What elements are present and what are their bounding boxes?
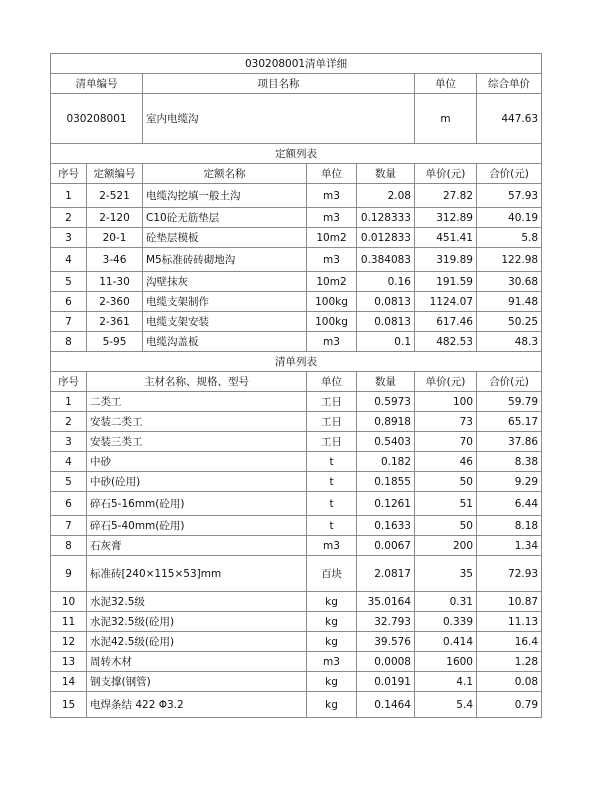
- quota-code: 11-30: [87, 272, 143, 292]
- quota-total: 40.19: [477, 208, 542, 228]
- material-total: 9.29: [477, 472, 542, 492]
- quota-qty: 0.012833: [357, 228, 415, 248]
- quota-row: [51, 272, 542, 292]
- material-name: 石灰膏: [87, 536, 307, 556]
- quota-code: 5-95: [87, 332, 143, 352]
- material-unit: kg: [307, 612, 357, 632]
- item-code: 030208001: [51, 94, 143, 144]
- quota-no: 5: [51, 272, 87, 292]
- material-row: [51, 556, 542, 592]
- material-row: [51, 612, 542, 632]
- quota-price: 451.41: [415, 228, 477, 248]
- material-unit: kg: [307, 672, 357, 692]
- item-unit: m: [415, 94, 477, 144]
- quota-row: [51, 184, 542, 208]
- material-no: 14: [51, 672, 87, 692]
- quota-unit: m3: [307, 332, 357, 352]
- quota-name: 电缆支架制作: [143, 292, 307, 312]
- quota-section-row: [51, 144, 542, 164]
- quota-price: 319.89: [415, 248, 477, 272]
- material-row: [51, 672, 542, 692]
- item-price: 447.63: [477, 94, 542, 144]
- material-price: 0.339: [415, 612, 477, 632]
- material-unit: kg: [307, 592, 357, 612]
- material-name: 碎石5-16mm(砼用): [87, 492, 307, 516]
- material-row: [51, 472, 542, 492]
- material-qty: 32.793: [357, 612, 415, 632]
- material-name: 水泥42.5级(砼用): [87, 632, 307, 652]
- materials-section-row: [51, 352, 542, 372]
- quota-code: 2-120: [87, 208, 143, 228]
- quota-no: 3: [51, 228, 87, 248]
- material-no: 8: [51, 536, 87, 556]
- quota-total: 48.3: [477, 332, 542, 352]
- material-unit: m3: [307, 652, 357, 672]
- material-unit: 工日: [307, 412, 357, 432]
- material-price: 200: [415, 536, 477, 556]
- material-price: 4.1: [415, 672, 477, 692]
- material-row: [51, 692, 542, 718]
- material-total: 0.08: [477, 672, 542, 692]
- material-row: [51, 392, 542, 412]
- material-no: 4: [51, 452, 87, 472]
- quota-name: 沟壁抹灰: [143, 272, 307, 292]
- material-price: 0.31: [415, 592, 477, 612]
- material-unit: kg: [307, 692, 357, 718]
- quota-header-total: 合价(元): [477, 164, 542, 184]
- material-no: 2: [51, 412, 87, 432]
- title-row: [51, 54, 542, 74]
- material-no: 7: [51, 516, 87, 536]
- item-name: 室内电缆沟: [143, 94, 415, 144]
- quota-name: C10砼无筋垫层: [143, 208, 307, 228]
- quota-unit: 100kg: [307, 312, 357, 332]
- quota-name: M5标准砖砖砌地沟: [143, 248, 307, 272]
- material-qty: 0.0191: [357, 672, 415, 692]
- materials-header-name: 主材名称、规格、型号: [87, 372, 307, 392]
- quota-unit: m3: [307, 208, 357, 228]
- quota-no: 4: [51, 248, 87, 272]
- material-price: 5.4: [415, 692, 477, 718]
- material-price: 1600: [415, 652, 477, 672]
- quota-header-no: 序号: [51, 164, 87, 184]
- material-total: 1.28: [477, 652, 542, 672]
- material-total: 10.87: [477, 592, 542, 612]
- quota-row: [51, 292, 542, 312]
- quota-unit: 10m2: [307, 228, 357, 248]
- materials-header-row: [51, 372, 542, 392]
- header-unit: 单位: [415, 74, 477, 94]
- quota-total: 5.8: [477, 228, 542, 248]
- material-row: [51, 592, 542, 612]
- quota-qty: 0.384083: [357, 248, 415, 272]
- material-no: 11: [51, 612, 87, 632]
- quota-header-price: 单价(元): [415, 164, 477, 184]
- material-unit: m3: [307, 536, 357, 556]
- material-unit: t: [307, 492, 357, 516]
- quota-code: 2-361: [87, 312, 143, 332]
- quota-no: 8: [51, 332, 87, 352]
- material-unit: t: [307, 452, 357, 472]
- material-unit: 工日: [307, 432, 357, 452]
- quota-header-qty: 数量: [357, 164, 415, 184]
- quota-header-unit: 单位: [307, 164, 357, 184]
- material-name: 标准砖[240×115×53]mm: [87, 556, 307, 592]
- quota-price: 27.82: [415, 184, 477, 208]
- quota-qty: 0.0813: [357, 292, 415, 312]
- quota-qty: 2.08: [357, 184, 415, 208]
- material-total: 72.93: [477, 556, 542, 592]
- material-total: 0.79: [477, 692, 542, 718]
- material-name: 钢支撑(钢管): [87, 672, 307, 692]
- material-total: 8.38: [477, 452, 542, 472]
- material-no: 15: [51, 692, 87, 718]
- material-unit: 工日: [307, 392, 357, 412]
- material-name: 水泥32.5级: [87, 592, 307, 612]
- material-row: [51, 452, 542, 472]
- material-unit: 百块: [307, 556, 357, 592]
- material-total: 11.13: [477, 612, 542, 632]
- quota-unit: m3: [307, 184, 357, 208]
- bill-detail-table: [50, 53, 542, 718]
- material-qty: 0.1261: [357, 492, 415, 516]
- quota-no: 2: [51, 208, 87, 228]
- quota-row: [51, 332, 542, 352]
- quota-no: 1: [51, 184, 87, 208]
- quota-price: 1124.07: [415, 292, 477, 312]
- material-name: 碎石5-40mm(砼用): [87, 516, 307, 536]
- quota-unit: 10m2: [307, 272, 357, 292]
- material-no: 10: [51, 592, 87, 612]
- material-unit: kg: [307, 632, 357, 652]
- quota-code: 3-46: [87, 248, 143, 272]
- material-row: [51, 432, 542, 452]
- material-row: [51, 632, 542, 652]
- quota-qty: 0.16: [357, 272, 415, 292]
- quota-total: 91.48: [477, 292, 542, 312]
- material-price: 0.414: [415, 632, 477, 652]
- material-unit: t: [307, 516, 357, 536]
- item-row: [51, 94, 542, 144]
- material-total: 6.44: [477, 492, 542, 516]
- quota-name: 电缆支架安装: [143, 312, 307, 332]
- material-qty: 35.0164: [357, 592, 415, 612]
- material-name: 二类工: [87, 392, 307, 412]
- material-price: 51: [415, 492, 477, 516]
- quota-price: 191.59: [415, 272, 477, 292]
- material-qty: 0.0008: [357, 652, 415, 672]
- materials-header-qty: 数量: [357, 372, 415, 392]
- material-name: 电焊条结 422 Φ3.2: [87, 692, 307, 718]
- material-qty: 2.0817: [357, 556, 415, 592]
- material-qty: 0.182: [357, 452, 415, 472]
- material-price: 50: [415, 516, 477, 536]
- materials-section-title: 清单列表: [51, 352, 542, 372]
- quota-qty: 0.1: [357, 332, 415, 352]
- material-total: 37.86: [477, 432, 542, 452]
- material-total: 8.18: [477, 516, 542, 536]
- quota-code: 20-1: [87, 228, 143, 248]
- quota-row: [51, 208, 542, 228]
- materials-header-price: 单价(元): [415, 372, 477, 392]
- material-row: [51, 652, 542, 672]
- material-name: 安装三类工: [87, 432, 307, 452]
- material-row: [51, 412, 542, 432]
- material-price: 50: [415, 472, 477, 492]
- header-code: 清单编号: [51, 74, 143, 94]
- quota-unit: m3: [307, 248, 357, 272]
- header-price: 综合单价: [477, 74, 542, 94]
- material-qty: 0.1855: [357, 472, 415, 492]
- material-qty: 0.1464: [357, 692, 415, 718]
- material-qty: 0.5403: [357, 432, 415, 452]
- material-no: 13: [51, 652, 87, 672]
- material-no: 6: [51, 492, 87, 516]
- quota-price: 312.89: [415, 208, 477, 228]
- material-row: [51, 516, 542, 536]
- material-price: 35: [415, 556, 477, 592]
- material-total: 16.4: [477, 632, 542, 652]
- quota-total: 122.98: [477, 248, 542, 272]
- quota-code: 2-521: [87, 184, 143, 208]
- material-qty: 0.1633: [357, 516, 415, 536]
- material-no: 1: [51, 392, 87, 412]
- material-name: 安装二类工: [87, 412, 307, 432]
- material-qty: 0.0067: [357, 536, 415, 556]
- material-qty: 0.5973: [357, 392, 415, 412]
- quota-name: 电缆沟挖填一般土沟: [143, 184, 307, 208]
- quota-total: 57.93: [477, 184, 542, 208]
- quota-price: 482.53: [415, 332, 477, 352]
- material-qty: 39.576: [357, 632, 415, 652]
- quota-row: [51, 312, 542, 332]
- material-price: 73: [415, 412, 477, 432]
- material-total: 65.17: [477, 412, 542, 432]
- material-unit: t: [307, 472, 357, 492]
- quota-qty: 0.0813: [357, 312, 415, 332]
- material-price: 100: [415, 392, 477, 412]
- quota-header-name: 定额名称: [143, 164, 307, 184]
- material-total: 59.79: [477, 392, 542, 412]
- quota-code: 2-360: [87, 292, 143, 312]
- material-row: [51, 536, 542, 556]
- quota-section-title: 定额列表: [51, 144, 542, 164]
- material-no: 3: [51, 432, 87, 452]
- quota-header-row: [51, 164, 542, 184]
- materials-header-total: 合价(元): [477, 372, 542, 392]
- quota-unit: 100kg: [307, 292, 357, 312]
- quota-no: 6: [51, 292, 87, 312]
- material-name: 中砂(砼用): [87, 472, 307, 492]
- quota-total: 30.68: [477, 272, 542, 292]
- quota-name: 砼垫层模板: [143, 228, 307, 248]
- quota-price: 617.46: [415, 312, 477, 332]
- material-no: 9: [51, 556, 87, 592]
- material-price: 46: [415, 452, 477, 472]
- page-title: 030208001清单详细: [51, 54, 542, 74]
- quota-name: 电缆沟盖板: [143, 332, 307, 352]
- material-row: [51, 492, 542, 516]
- materials-header-unit: 单位: [307, 372, 357, 392]
- material-qty: 0.8918: [357, 412, 415, 432]
- quota-row: [51, 248, 542, 272]
- quota-header-code: 定额编号: [87, 164, 143, 184]
- material-name: 中砂: [87, 452, 307, 472]
- material-total: 1.34: [477, 536, 542, 556]
- quota-row: [51, 228, 542, 248]
- materials-header-no: 序号: [51, 372, 87, 392]
- material-name: 水泥32.5级(砼用): [87, 612, 307, 632]
- quota-qty: 0.128333: [357, 208, 415, 228]
- material-no: 5: [51, 472, 87, 492]
- item-header-row: [51, 74, 542, 94]
- quota-no: 7: [51, 312, 87, 332]
- material-name: 周转木材: [87, 652, 307, 672]
- quota-total: 50.25: [477, 312, 542, 332]
- header-name: 项目名称: [143, 74, 415, 94]
- material-price: 70: [415, 432, 477, 452]
- material-no: 12: [51, 632, 87, 652]
